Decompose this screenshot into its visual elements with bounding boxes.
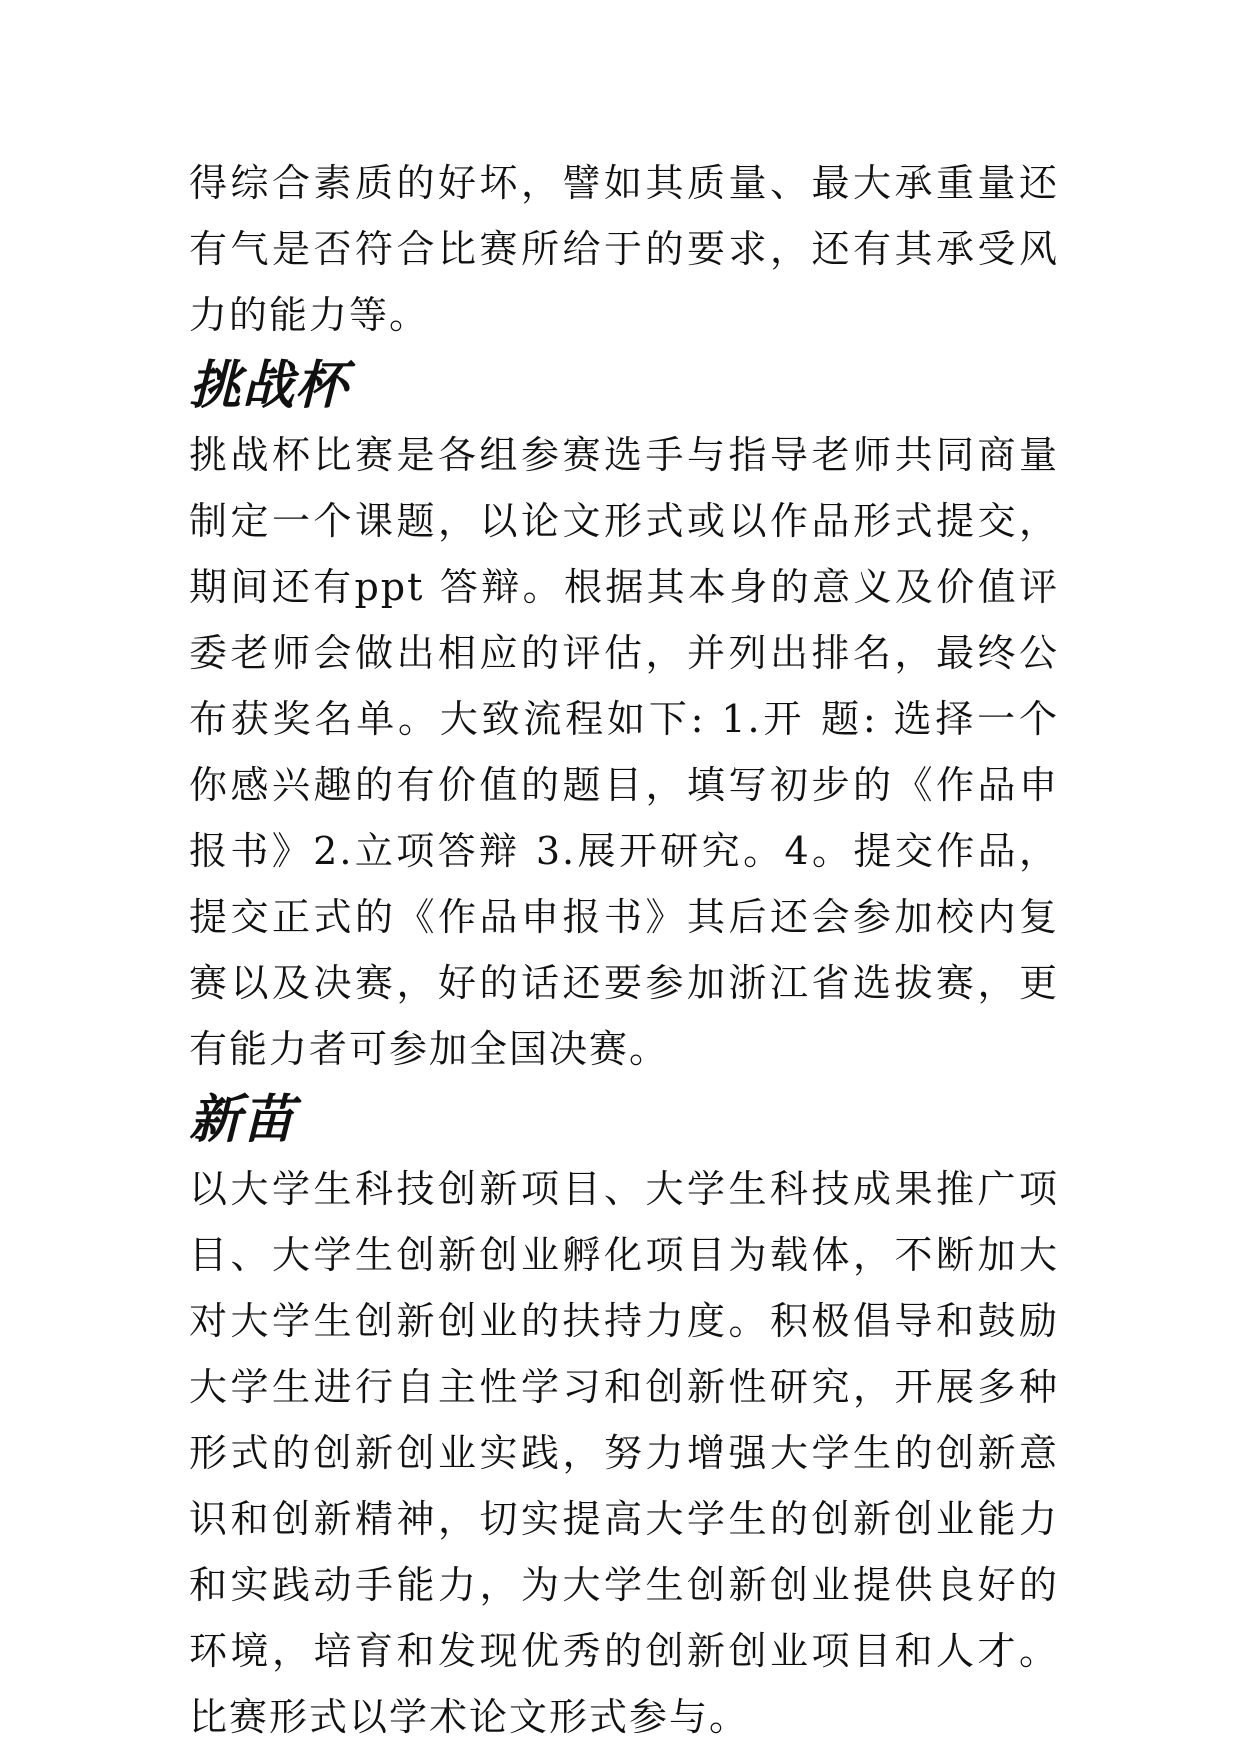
document-body xyxy=(189,150,1059,1750)
section-body-xinmiao: 以大学生科技创新项目、大学生科技成果推广项目、大学生创新创业孵化项目为载体，不断加大对大学生创新创业的扶持力度。积极倡导和鼓励大学生进行自主性学习和创新性研究，开展多种形式的创新创业实践，努力增强大学生的创新意识和创新精神，切实提高大学生的创新创业能力和实践动手能力，为大学生创新创业提供良好的环境，培育和发现优秀的创新创业项目和人才。比赛形式以学术论文形式参与。 xyxy=(189,1167,1059,1739)
section-heading-tiaozhanbei: 挑战杯 xyxy=(189,356,349,416)
section-body-tiaozhanbei: 挑战杯比赛是各组参赛选手与指导老师共同商量制定一个课题，以论文形式或以作品形式提交，期间还有ppt 答辩。根据其本身的意义及价值评委老师会做出相应的评估，并列出排名，最终公布获奖名单。大致流程如下: 1.开 题: 选择一个你感兴趣的有价值的题目，填写初步的《作品申报书》2.立项答辩 3.展开研究。4。提交作品，提交正式的《作品申报书》其后还会参加校内复赛以及决赛，好的话还要参加浙江省选拔赛，更有能力者可参加全国决赛。 xyxy=(189,433,1059,1071)
intro-paragraph: 得综合素质的好坏，譬如其质量、最大承重量还有气是否符合比赛所给于的要求，还有其承受风力的能力等。 xyxy=(189,161,1059,337)
section-heading-xinmiao: 新苗 xyxy=(189,1090,296,1150)
